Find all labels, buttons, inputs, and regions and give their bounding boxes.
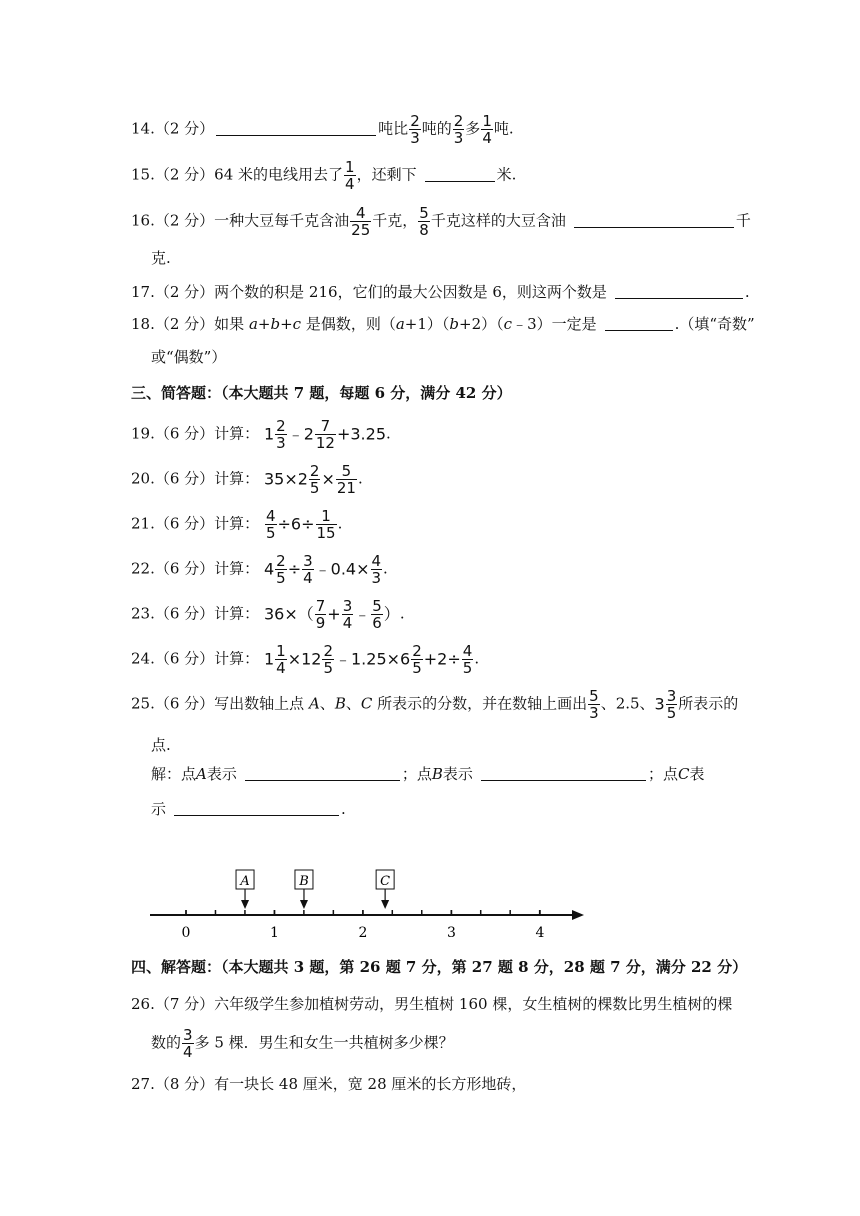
point-c: C <box>677 765 690 783</box>
fraction-3-5: $\frac{3}{5}$ <box>666 687 677 722</box>
text: 吨. <box>493 119 514 138</box>
tick-label: 4 <box>535 925 545 941</box>
text: ；点 <box>647 765 678 783</box>
text: +1）（ <box>404 315 450 333</box>
fraction-5-6: $\frac{5}{6}$ <box>372 597 382 632</box>
question-16-lead: 16.（2 分）一种大豆每千克含油 <box>131 211 350 230</box>
question-19 <box>131 418 391 451</box>
text: 18.（2 分）如果 <box>131 315 245 333</box>
point-c: C <box>360 694 373 713</box>
expr: 1 <box>263 649 275 669</box>
text: 是偶数，则（ <box>305 315 396 333</box>
text: 17.（2 分）两个数的积是 216，它们的最大公因数是 6，则这两个数是 <box>131 283 607 301</box>
expr: ﹣0.4× <box>314 559 370 579</box>
calc-prefix: （6 分）计算： <box>154 559 260 578</box>
text: 解：点 <box>151 765 197 783</box>
question-20 <box>131 463 363 496</box>
question-14-lead: 14.（2 分） <box>131 119 215 138</box>
calc-prefix: （6 分）计算： <box>154 514 260 533</box>
point-b: B <box>431 765 443 783</box>
section-3-heading: 三、简答题：（本大题共 7 题，每题 6 分，满分 42 分） <box>131 384 512 402</box>
question-14 <box>131 113 514 146</box>
section-4-heading: 四、解答题：（本大题共 3 题，第 26 题 7 分，第 27 题 8 分，28 题 7 分，满分 22 分） <box>131 958 748 976</box>
fraction-1-4: $\frac{1}{4}$ <box>345 158 355 193</box>
tick-label: 2 <box>358 925 368 941</box>
text: ，还剩下 <box>356 165 417 184</box>
text: 多 <box>465 119 481 138</box>
question-18 <box>131 313 755 335</box>
fraction-4-3: $\frac{4}{3}$ <box>371 552 382 587</box>
question-25 <box>131 688 738 721</box>
text: . <box>386 424 391 443</box>
question-23 <box>131 598 405 631</box>
text: 千 <box>735 211 751 230</box>
point-a: A <box>308 694 320 713</box>
var-b: b <box>449 315 460 333</box>
fraction-2-5: $\frac{2}{5}$ <box>323 642 333 677</box>
fraction-1-4: $\frac{1}{4}$ <box>482 112 492 147</box>
question-25-line4 <box>151 798 346 820</box>
text: ﹣3）一定是 <box>512 315 597 333</box>
answer-blank[interactable] <box>574 213 734 228</box>
var-a: a <box>395 315 405 333</box>
text: 所表示的 <box>678 694 739 713</box>
answer-blank[interactable] <box>615 284 743 299</box>
answer-blank[interactable] <box>425 167 495 182</box>
question-26: 26.（7 分）六年级学生参加植树劳动，男生植树 160 棵，女生植树的棵数比男生植树的棵 <box>131 995 733 1013</box>
question-number: 22. <box>131 559 155 578</box>
text: 表 <box>689 765 705 783</box>
number-line <box>148 862 598 944</box>
text: 示 <box>151 800 167 818</box>
fraction-2-5: $\frac{2}{5}$ <box>276 552 286 587</box>
fraction-3-4: $\frac{3}{4}$ <box>303 552 313 587</box>
marker-label: C <box>380 874 391 889</box>
expr: ×12 <box>287 649 322 669</box>
expr: ÷ <box>287 559 302 579</box>
question-16 <box>131 205 751 238</box>
text: . <box>399 604 405 623</box>
text: .（填“奇数” <box>674 315 755 333</box>
answer-blank[interactable] <box>216 121 376 136</box>
text: 数的 <box>151 1033 182 1052</box>
point-b: B <box>334 694 346 713</box>
text: 表示 <box>206 765 237 783</box>
tick-label: 3 <box>447 925 456 941</box>
answer-blank-c[interactable] <box>174 801 339 816</box>
text: . <box>474 649 480 668</box>
expr: × <box>321 469 335 489</box>
question-15 <box>131 159 516 192</box>
expr: ÷6÷ <box>277 514 315 534</box>
fraction-4-25: $\frac{4}{25}$ <box>351 204 371 239</box>
fraction-7-12: $\frac{7}{12}$ <box>315 417 335 452</box>
marker-label: B <box>299 874 309 889</box>
question-number: 19. <box>131 424 155 443</box>
question-26-line2 <box>151 1027 454 1060</box>
expr: 35×2 <box>263 469 308 489</box>
text: . <box>337 514 343 533</box>
answer-blank[interactable] <box>605 316 673 331</box>
question-25-line2: 点. <box>151 736 171 754</box>
text: 、 <box>319 694 335 713</box>
fraction-3-4: $\frac{3}{4}$ <box>342 597 353 632</box>
text: . <box>744 283 750 301</box>
fraction-4-5: $\frac{4}{5}$ <box>265 507 276 542</box>
question-27: 27.（8 分）有一块长 48 厘米，宽 28 厘米的长方形地砖， <box>131 1075 527 1093</box>
question-number: 24. <box>131 649 155 668</box>
text: 吨比 <box>378 119 409 138</box>
fraction-2-5: $\frac{2}{5}$ <box>412 642 422 677</box>
question-25-solution <box>151 763 704 785</box>
text: . <box>341 800 346 818</box>
question-21 <box>131 508 342 541</box>
question-number: 20. <box>131 469 155 488</box>
question-15-lead: 15.（2 分）64 米的电线用去了 <box>131 165 344 184</box>
text: 表示 <box>442 765 473 783</box>
expr: ﹣2 <box>287 424 314 444</box>
text: 多 5 棵．男生和女生一共植树多少棵？ <box>194 1033 454 1052</box>
question-number: 21. <box>131 514 155 533</box>
fraction-1-15: $\frac{1}{15}$ <box>316 507 336 542</box>
fraction-5-8: $\frac{5}{8}$ <box>419 204 429 239</box>
calc-prefix: （6 分）计算： <box>154 424 260 443</box>
expr: 3 <box>654 694 665 714</box>
text: +2）（ <box>459 315 504 333</box>
fraction-7-9: $\frac{7}{9}$ <box>315 597 326 632</box>
text: 所表示的分数，并在数轴上画出 <box>377 694 588 713</box>
tick-label: 1 <box>270 925 279 941</box>
fraction-1-4: $\frac{1}{4}$ <box>276 642 286 677</box>
text: 、 <box>345 694 361 713</box>
expr: +3.25 <box>336 424 386 444</box>
question-17 <box>131 281 750 303</box>
fraction-5-21: $\frac{5}{21}$ <box>336 462 356 497</box>
text: . <box>357 469 363 488</box>
var-c: c <box>503 315 513 333</box>
marker-arrow <box>381 900 389 909</box>
question-22 <box>131 553 388 586</box>
answer-blank-a[interactable] <box>245 766 400 781</box>
fraction-3-4: $\frac{3}{4}$ <box>183 1026 193 1061</box>
fraction-2-3: $\frac{2}{3}$ <box>453 112 464 147</box>
expr: ） <box>383 604 400 624</box>
answer-blank-b[interactable] <box>481 766 646 781</box>
tick-label: 0 <box>181 925 191 941</box>
expr: 36×（ <box>263 604 314 624</box>
fraction-5-3: $\frac{5}{3}$ <box>589 687 599 722</box>
text: 米. <box>496 165 517 184</box>
fraction-2-5: $\frac{2}{5}$ <box>309 462 320 497</box>
fraction-4-5: $\frac{4}{5}$ <box>462 642 473 677</box>
question-number: 23. <box>131 604 155 623</box>
question-16-line2: 克. <box>151 249 171 267</box>
marker-label: A <box>240 874 250 889</box>
expr: ﹣1.25×6 <box>335 649 411 669</box>
expr: +2÷ <box>423 649 461 669</box>
point-a: A <box>196 765 207 783</box>
text: 、2.5、 <box>600 694 655 713</box>
marker-arrow <box>300 900 308 909</box>
question-18-line2: 或“偶数”） <box>151 348 227 366</box>
axis-arrow <box>572 910 584 920</box>
fraction-2-3: $\frac{2}{3}$ <box>276 417 286 452</box>
fraction-2-3: $\frac{2}{3}$ <box>410 112 420 147</box>
text: . <box>383 559 388 578</box>
expr: ﹣ <box>354 604 371 624</box>
calc-prefix: （6 分）计算： <box>154 469 260 488</box>
text: 25.（6 分）写出数轴上点 <box>131 694 305 713</box>
expr: + <box>327 604 341 624</box>
expr: 4 <box>263 559 275 579</box>
calc-prefix: （6 分）计算： <box>154 604 260 623</box>
calc-prefix: （6 分）计算： <box>154 649 260 668</box>
text: ；点 <box>401 765 432 783</box>
expression: a+b+c <box>248 315 302 333</box>
text: 吨的 <box>421 119 452 138</box>
text: 千克这样的大豆含油 <box>430 211 566 230</box>
expr: 1 <box>263 424 275 444</box>
text: 千克， <box>372 211 418 230</box>
marker-arrow <box>241 900 249 909</box>
question-24 <box>131 643 479 676</box>
